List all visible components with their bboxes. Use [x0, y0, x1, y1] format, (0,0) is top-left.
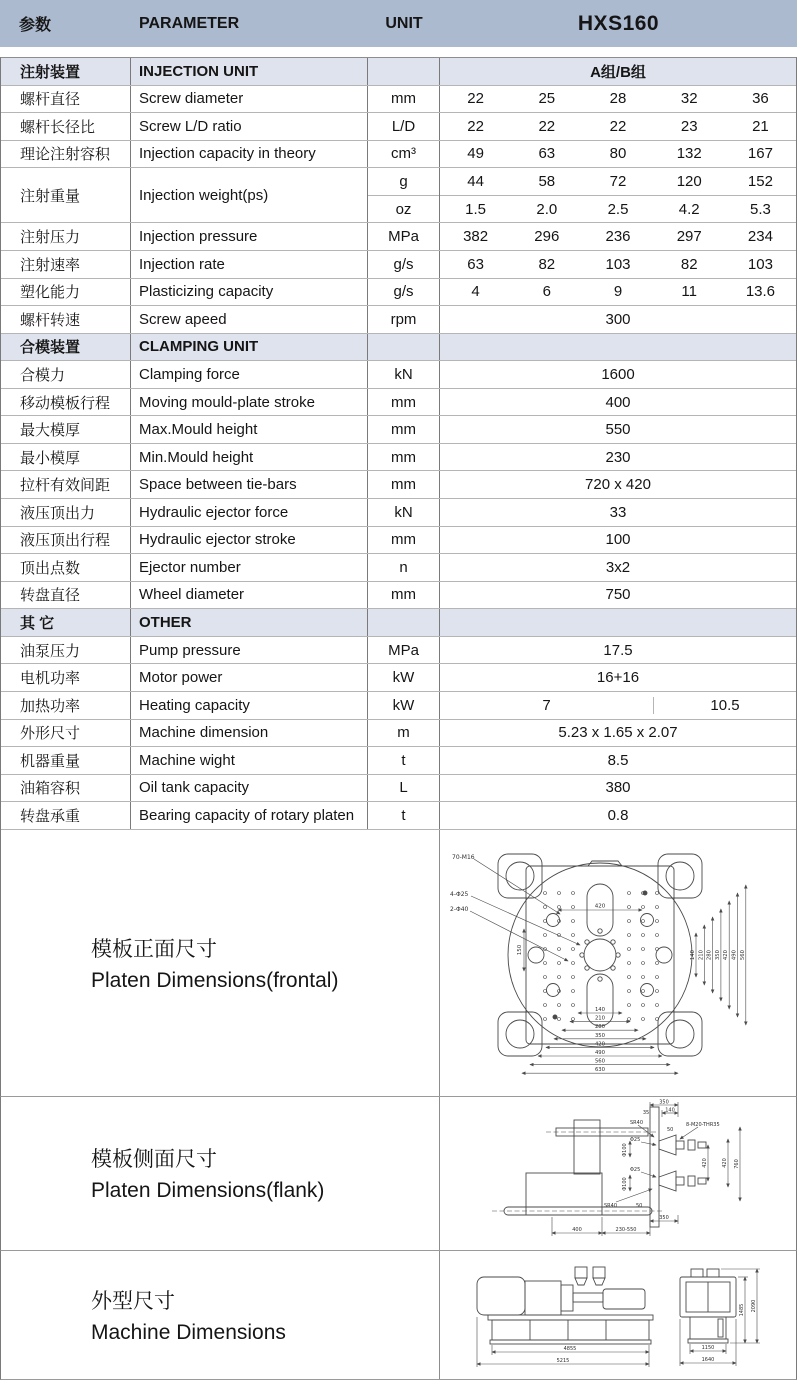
param-cn: 外形尺寸: [1, 720, 131, 747]
value-group-a: 7: [542, 696, 551, 714]
unit: cm³: [368, 141, 440, 168]
value: 80: [609, 145, 627, 163]
dim-label: 230-550: [615, 1226, 637, 1233]
unit-stack: [368, 168, 440, 222]
param-cn: 液压顶出力: [1, 499, 131, 526]
dim-label: 50: [636, 1202, 643, 1209]
table-row-injection-capacity: [1, 141, 796, 169]
unit: L: [368, 775, 440, 802]
param-cn: 转盘承重: [1, 802, 131, 829]
unit: m: [368, 720, 440, 747]
dim-label: 420: [594, 903, 606, 910]
value: 22: [467, 117, 484, 135]
section-unit: [368, 334, 440, 361]
param-en: Wheel diameter: [131, 582, 368, 609]
drawing-row-machine: [0, 1251, 797, 1380]
values: [440, 86, 796, 113]
section-unit: [368, 58, 440, 85]
param-en: Max.Mould height: [131, 416, 368, 443]
value: 2.0: [536, 200, 558, 218]
drawing-figure: [440, 830, 796, 1096]
param-en: Injection pressure: [131, 223, 368, 250]
table-row-oil-tank: [1, 775, 796, 803]
machine-dimension-labels: [557, 1299, 757, 1363]
value: 720 x 420: [585, 476, 651, 494]
table-row-heating-capacity: [1, 692, 796, 720]
unit-g: g: [399, 173, 408, 191]
param-cn: 螺杆长径比: [1, 113, 131, 140]
param-en: Machine dimension: [131, 720, 368, 747]
values-oz: [440, 195, 796, 223]
value: 22: [609, 117, 627, 135]
param-en: Pump pressure: [131, 637, 368, 664]
value: 17.5: [603, 641, 633, 659]
value: 32: [680, 90, 698, 108]
param-cn: 移动模板行程: [1, 389, 131, 416]
param-en: Moving mould-plate stroke: [131, 389, 368, 416]
value: 16+16: [596, 669, 640, 687]
param-en: Ejector number: [131, 554, 368, 581]
flank-geometry: [492, 1107, 706, 1227]
value: 49: [467, 145, 484, 163]
value: 44: [467, 173, 484, 191]
value-group-b: 10.5: [653, 697, 796, 714]
value: 1.5: [465, 200, 487, 218]
platen-dimension-lines: [470, 859, 746, 1073]
param-en: Hydraulic ejector stroke: [131, 527, 368, 554]
value: 5.3: [749, 200, 771, 218]
unit: mm: [368, 389, 440, 416]
param-en: Screw L/D ratio: [131, 113, 368, 140]
value: 9: [613, 283, 623, 301]
table-row-screw-diameter: [1, 86, 796, 114]
table-row-motor-power: [1, 664, 796, 692]
dim-label: 150: [517, 944, 523, 956]
drawing-row-platen-frontal: [0, 830, 797, 1097]
dim-label: Φ25: [630, 1166, 641, 1173]
value: 1600: [601, 365, 635, 383]
dim-label: Φ100: [622, 1143, 628, 1157]
unit: mm: [368, 471, 440, 498]
dim-label: 350: [659, 1099, 669, 1106]
value: 0.8: [607, 806, 629, 824]
unit: mm: [368, 582, 440, 609]
param-cn: 注射重量: [1, 168, 131, 222]
table-row-tie-bar-space: [1, 471, 796, 499]
param-en: Screw apeed: [131, 306, 368, 333]
drawing-title-block: [1, 830, 440, 1096]
unit: mm: [368, 86, 440, 113]
spec-table: [0, 57, 797, 830]
param-cn: 油泵压力: [1, 637, 131, 664]
dim-label: 420: [702, 1157, 708, 1168]
dim-label: 2-Φ40: [450, 905, 469, 913]
dim-label: 4-Φ25: [450, 890, 469, 898]
table-row-ejector-number: [1, 554, 796, 582]
table-row-plasticizing: [1, 279, 796, 307]
value: 2.5: [607, 200, 629, 218]
dim-label: Φ25: [630, 1136, 641, 1143]
dim-label: 5215: [556, 1357, 570, 1364]
dim-label: SR40: [630, 1119, 644, 1126]
drawing-title-cn: 模板侧面尺寸: [91, 1148, 217, 1172]
dim-label: 50: [667, 1126, 674, 1133]
value: 550: [605, 421, 631, 439]
param-cn: 液压顶出行程: [1, 527, 131, 554]
dim-label: 140: [594, 1006, 606, 1013]
value: 33: [609, 503, 627, 521]
table-row-injection-weight: [1, 168, 796, 223]
param-en: Injection rate: [131, 251, 368, 278]
value: 4: [471, 283, 480, 301]
section-group-label: [440, 334, 796, 361]
dim-label: 490: [731, 949, 738, 960]
unit: t: [368, 747, 440, 774]
value: 297: [676, 228, 702, 246]
value: 3x2: [605, 558, 631, 576]
values: [440, 692, 796, 719]
value: 296: [534, 228, 560, 246]
platen-flank-drawing: [440, 1097, 796, 1250]
drawing-row-platen-flank: [0, 1097, 797, 1251]
dim-label: 4855: [563, 1345, 577, 1352]
param-cn: 注射速率: [1, 251, 131, 278]
value: 103: [747, 255, 773, 273]
dim-label: 35: [642, 1109, 650, 1116]
value: 22: [467, 90, 484, 108]
section-unit: [368, 609, 440, 636]
value: 236: [605, 228, 631, 246]
value: 167: [747, 145, 773, 163]
section-cn: 其 它: [1, 609, 131, 636]
value: 120: [676, 173, 702, 191]
dim-label: 1640: [701, 1356, 715, 1363]
value: 382: [463, 228, 489, 246]
value-stack: [440, 168, 796, 222]
table-row-min-mould: [1, 444, 796, 472]
table-row-clamping-force: [1, 361, 796, 389]
dim-label: 400: [572, 1226, 582, 1233]
dim-label: 350: [594, 1032, 606, 1039]
param-cn: 最小模厚: [1, 444, 131, 471]
unit: rpm: [368, 306, 440, 333]
value: 21: [752, 117, 769, 135]
value: 63: [467, 255, 484, 273]
value: 6: [542, 283, 551, 301]
dim-label: 140: [690, 949, 696, 960]
unit: L/D: [368, 113, 440, 140]
table-row-screw-speed: [1, 306, 796, 334]
unit: t: [368, 802, 440, 829]
unit: mm: [368, 527, 440, 554]
param-cn: 顶出点数: [1, 554, 131, 581]
value: 750: [605, 586, 631, 604]
values: [440, 223, 796, 250]
section-en: INJECTION UNIT: [131, 58, 368, 85]
param-cn: 螺杆直径: [1, 86, 131, 113]
dim-label: 140: [665, 1107, 675, 1114]
table-row-machine-weight: [1, 747, 796, 775]
unit: n: [368, 554, 440, 581]
value: 8.5: [607, 751, 629, 769]
param-cn: 机器重量: [1, 747, 131, 774]
dim-label: 350: [714, 949, 721, 960]
param-en: Space between tie-bars: [131, 471, 368, 498]
drawing-figure: [440, 1097, 796, 1250]
value: 5.23 x 1.65 x 2.07: [558, 724, 678, 742]
dim-label: 8-M20-THR35: [686, 1121, 720, 1128]
param-cn: 油箱容积: [1, 775, 131, 802]
value: 11: [681, 283, 697, 301]
unit: g/s: [368, 279, 440, 306]
dim-label: 210: [594, 1015, 606, 1022]
param-en: Hydraulic ejector force: [131, 499, 368, 526]
unit: g/s: [368, 251, 440, 278]
param-cn: 螺杆转速: [1, 306, 131, 333]
value: 152: [747, 173, 773, 191]
param-en: Machine wight: [131, 747, 368, 774]
param-en: Injection weight(ps): [131, 168, 368, 222]
table-row-ejector-stroke: [1, 527, 796, 555]
header-unit: UNIT: [385, 14, 423, 32]
values: [440, 113, 796, 140]
section-row-other: [1, 609, 796, 637]
param-cn: 拉杆有效间距: [1, 471, 131, 498]
dim-label: 490: [594, 1049, 606, 1056]
param-en: Oil tank capacity: [131, 775, 368, 802]
value: 230: [605, 448, 631, 466]
table-row-max-mould: [1, 416, 796, 444]
value: 103: [605, 255, 631, 273]
unit: kN: [368, 499, 440, 526]
platen-frontal-drawing: [440, 830, 796, 1096]
header-model: HXS160: [577, 11, 660, 35]
param-en: Screw diameter: [131, 86, 368, 113]
value: 22: [538, 117, 556, 135]
drawing-title-en: Platen Dimensions(flank): [91, 1179, 325, 1203]
param-en: Clamping force: [131, 361, 368, 388]
value: 82: [538, 255, 556, 273]
table-row-pump-pressure: [1, 637, 796, 665]
values: [440, 251, 796, 278]
section-en: OTHER: [131, 609, 368, 636]
dim-label: 760: [734, 1158, 740, 1169]
value: 72: [609, 173, 627, 191]
value: 132: [676, 145, 702, 163]
value: 234: [747, 228, 773, 246]
unit: MPa: [368, 637, 440, 664]
header-cn: 参数: [19, 17, 52, 34]
section-en: CLAMPING UNIT: [131, 334, 368, 361]
flank-dimension-labels: [572, 1099, 740, 1233]
value: 25: [538, 90, 556, 108]
param-cn: 电机功率: [1, 664, 131, 691]
unit: MPa: [368, 223, 440, 250]
drawing-title-en: Platen Dimensions(frontal): [91, 968, 339, 992]
drawing-title-cn: 模板正面尺寸: [91, 937, 217, 961]
dim-label: 630: [594, 1066, 606, 1073]
values: [440, 141, 796, 168]
table-row-moving-stroke: [1, 389, 796, 417]
param-en: Heating capacity: [131, 692, 368, 719]
machine-dimension-lines: [477, 1269, 760, 1367]
unit-oz: oz: [368, 195, 439, 223]
table-row-machine-dimension: [1, 720, 796, 748]
value: 82: [680, 255, 698, 273]
values: [440, 279, 796, 306]
values-g: [440, 168, 796, 195]
dim-label: 560: [739, 949, 746, 960]
value: 28: [609, 90, 627, 108]
unit: kW: [368, 664, 440, 691]
value: 300: [605, 310, 631, 328]
unit: mm: [368, 444, 440, 471]
header-parameter: PARAMETER: [139, 14, 240, 32]
value: 63: [538, 145, 556, 163]
dim-label: 280: [594, 1023, 606, 1030]
dim-label: 210: [698, 949, 705, 960]
dim-label: 560: [594, 1058, 606, 1065]
header-gap: [0, 47, 797, 57]
drawing-figure: [440, 1251, 796, 1379]
dim-label: 1150: [701, 1344, 715, 1351]
value: 100: [605, 531, 631, 549]
drawing-title-block: [1, 1251, 440, 1379]
value: 58: [538, 173, 556, 191]
value: 400: [605, 393, 631, 411]
section-group-label: A组/B组: [590, 63, 646, 81]
dim-label: 2090: [751, 1299, 757, 1313]
unit: kN: [368, 361, 440, 388]
section-cn: 注射装置: [1, 58, 131, 85]
dim-label: 420: [722, 1157, 728, 1168]
dim-label: Φ100: [622, 1177, 628, 1191]
param-cn: 加热功率: [1, 692, 131, 719]
section-cn: 合模装置: [1, 334, 131, 361]
dim-label: 1485: [739, 1303, 745, 1317]
param-en: Motor power: [131, 664, 368, 691]
param-en: Plasticizing capacity: [131, 279, 368, 306]
drawing-title-block: [1, 1097, 440, 1250]
drawing-title-cn: 外型尺寸: [91, 1289, 175, 1313]
param-en: Injection capacity in theory: [131, 141, 368, 168]
table-row-ejector-force: [1, 499, 796, 527]
param-cn: 塑化能力: [1, 279, 131, 306]
machine-dimensions-drawing: [440, 1251, 796, 1379]
table-row-wheel-diameter: [1, 582, 796, 610]
value: 4.2: [678, 200, 700, 218]
unit: kW: [368, 692, 440, 719]
table-row-injection-pressure: [1, 223, 796, 251]
dim-label: SR40: [604, 1202, 618, 1209]
param-cn: 理论注射容积: [1, 141, 131, 168]
value: 380: [605, 779, 631, 797]
platen-dimension-labels: [450, 854, 746, 1073]
param-en: Bearing capacity of rotary platen: [131, 802, 368, 829]
section-group-label: [440, 609, 796, 636]
header-band: [0, 0, 797, 47]
dim-label: 420: [723, 949, 730, 960]
table-row-screw-ld: [1, 113, 796, 141]
value: 13.6: [745, 283, 776, 301]
dim-label: 350: [659, 1214, 669, 1221]
param-en: Min.Mould height: [131, 444, 368, 471]
section-row-injection: [1, 58, 796, 86]
table-row-bearing-capacity: [1, 802, 796, 830]
value: 23: [680, 117, 698, 135]
param-cn: 最大模厚: [1, 416, 131, 443]
dim-label: 280: [706, 949, 713, 960]
section-row-clamping: [1, 334, 796, 362]
table-row-injection-rate: [1, 251, 796, 279]
value: 36: [752, 90, 769, 108]
param-cn: 转盘直径: [1, 582, 131, 609]
dim-label: 420: [594, 1041, 606, 1048]
machine-geometry: [477, 1267, 736, 1344]
param-cn: 合模力: [1, 361, 131, 388]
param-cn: 注射压力: [1, 223, 131, 250]
dim-label: 70-M16: [452, 853, 475, 861]
unit: mm: [368, 416, 440, 443]
drawing-title-en: Machine Dimensions: [91, 1320, 286, 1344]
